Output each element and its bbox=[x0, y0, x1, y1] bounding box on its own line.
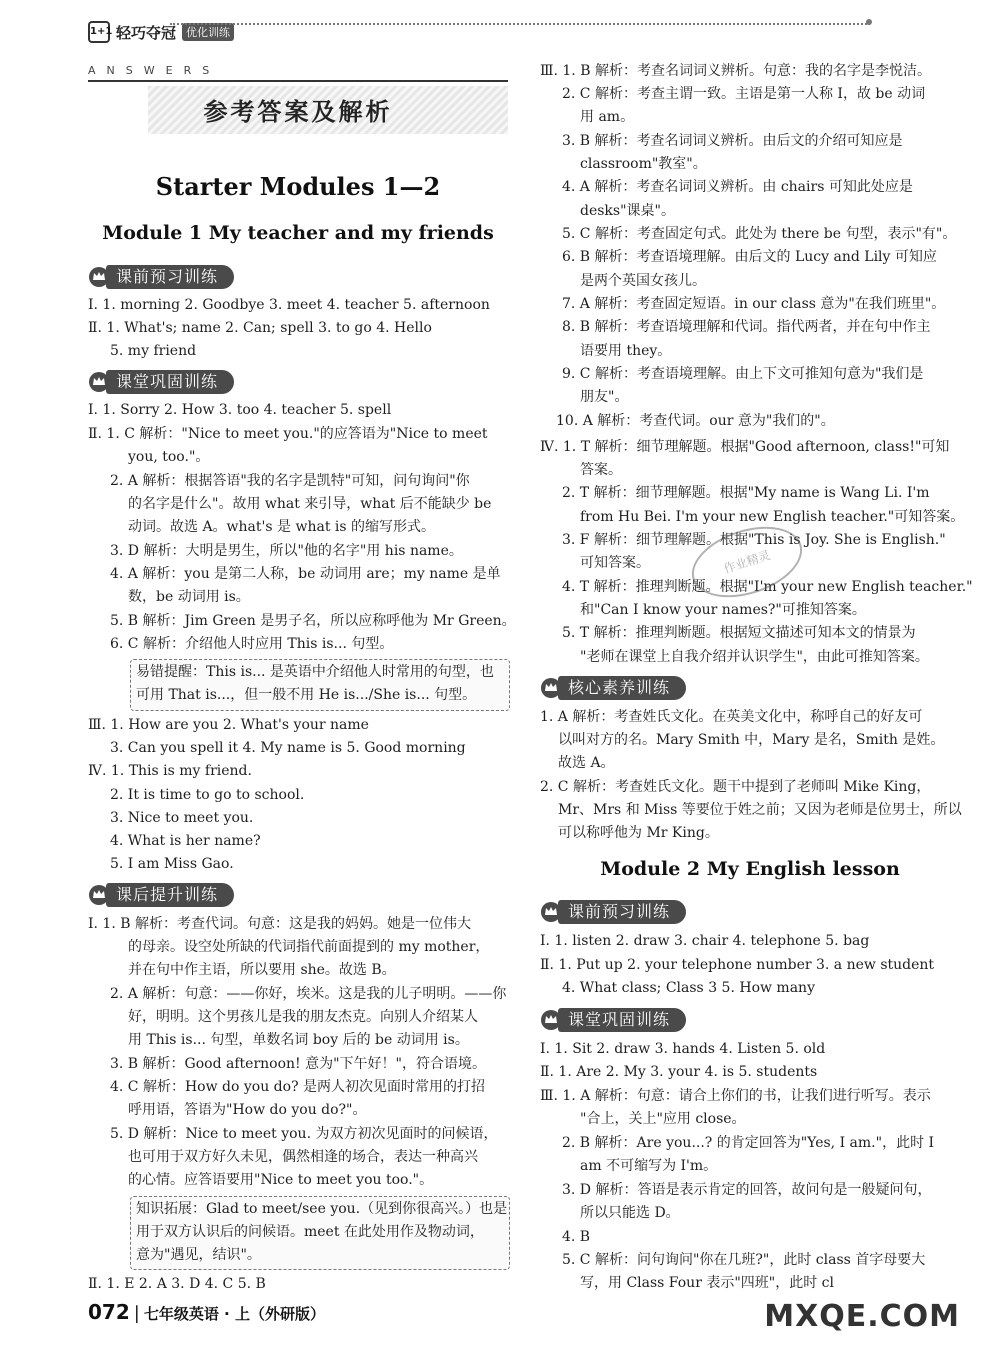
answer-line: 答案。 bbox=[580, 462, 622, 478]
answer-line: 5. I am Miss Gao. bbox=[110, 856, 234, 872]
answer-line: Ⅲ. 1. How are you 2. What's your name bbox=[88, 717, 369, 733]
module-title: Module 2 My English lesson bbox=[600, 858, 900, 880]
answers-label: ANSWERS bbox=[88, 64, 221, 77]
answer-line: 所以只能选 D。 bbox=[580, 1205, 680, 1221]
answer-line: 和"Can I know your names?"可推知答案。 bbox=[580, 602, 866, 618]
answer-line: 2. A 解析：根据答语"我的名字是凯特"可知，问句询问"你 bbox=[110, 473, 470, 489]
answer-line: Ⅱ. 1. C 解析："Nice to meet you."的应答语为"Nice to meet bbox=[88, 426, 488, 442]
answer-line: 2. T 解析：细节理解题。根据"My name is Wang Li. I'm bbox=[562, 485, 930, 501]
answer-line: 8. B 解析：考查语境理解和代词。指代两者，并在句中作主 bbox=[562, 319, 931, 335]
footer-separator: | bbox=[133, 1303, 140, 1324]
answer-line: Ⅰ. 1. Sit 2. draw 3. hands 4. Listen 5. old bbox=[540, 1041, 826, 1057]
answer-line: desks"课桌"。 bbox=[580, 203, 675, 219]
watermark-stamp: 作业精灵 bbox=[683, 514, 811, 610]
answer-line: 5. T 解析：推理判断题。根据短文描述可知本文的情景为 bbox=[562, 625, 916, 641]
answer-line: 的母亲。设空处所缺的代词指代前面提到的 my mother， bbox=[128, 939, 490, 955]
answer-line: you, too."。 bbox=[128, 449, 210, 465]
answer-line: Ⅲ. 1. A 解析：句意：请合上你们的书，让我们进行听写。表示 bbox=[540, 1088, 931, 1104]
answer-line: Ⅱ. 1. E 2. A 3. D 4. C 5. B bbox=[88, 1276, 266, 1292]
unit-title: Starter Modules 1—2 bbox=[155, 172, 441, 201]
answers-rule bbox=[88, 80, 508, 82]
answer-line: 5. B 解析：Jim Green 是男子名，所以应称呼他为 Mr Green。 bbox=[110, 613, 516, 629]
answer-line: 2. B 解析：Are you...? 的肯定回答为"Yes, I am."，此时 I bbox=[562, 1135, 935, 1151]
answer-line: 4. What is her name? bbox=[110, 833, 261, 849]
answer-line: "老师在课堂上自我介绍并认识学生"，由此可推知答案。 bbox=[580, 649, 929, 665]
answer-line: 9. C 解析：考查语境理解。由上下文可推知句意为"我们是 bbox=[562, 366, 924, 382]
answer-line: Ⅰ. 1. Sorry 2. How 3. too 4. teacher 5. spell bbox=[88, 402, 392, 418]
page-title: 参考答案及解析 bbox=[203, 98, 393, 126]
answer-line: "合上，关上"应用 close。 bbox=[580, 1111, 746, 1127]
answer-line: 4. B bbox=[562, 1229, 591, 1245]
answer-line: 用 This is... 句型，单数名词 boy 后的 be 动词用 is。 bbox=[128, 1032, 469, 1048]
answer-line: 4. A 解析：you 是第二人称，be 动词用 are；my name 是单 bbox=[110, 566, 501, 582]
answer-line: 2. C 解析：考查主谓一致。主语是第一人称 I，故 be 动词 bbox=[562, 86, 926, 102]
answer-line: 2. C 解析：考查姓氏文化。题干中提到了老师叫 Mike King， bbox=[540, 779, 931, 795]
tip-line: 易错提醒：This is... 是英语中介绍他人时常用的句型，也 bbox=[136, 664, 494, 680]
answer-line: 可知答案。 bbox=[580, 555, 650, 571]
answer-line: 写，用 Class Four 表示"四班"，此时 cl bbox=[580, 1275, 834, 1291]
answer-line: 4. C 解析：How do you do? 是两人初次见面时常用的打招 bbox=[110, 1079, 486, 1095]
tip-line: 意为"遇见，结识"。 bbox=[136, 1247, 261, 1263]
watermark-site: MXQE.COM bbox=[764, 1299, 960, 1334]
answer-line: 1. A 解析：考查姓氏文化。在英美文化中，称呼自己的好友可 bbox=[540, 709, 923, 725]
answer-line: 4. T 解析：推理判断题。根据"I'm your new English teacher." bbox=[562, 579, 973, 595]
answer-line: 4. A 解析：考查名词词义辨析。由 chairs 可知此处应是 bbox=[562, 179, 913, 195]
answer-line: 动词。故选 A。what's 是 what is 的缩写形式。 bbox=[128, 519, 436, 535]
answer-line: Ⅲ. 1. B 解析：考查名词词义辨析。句意：我的名字是李悦洁。 bbox=[540, 63, 931, 79]
module-title: Module 1 My teacher and my friends bbox=[102, 222, 494, 244]
section-label: 课后提升训练 bbox=[106, 883, 234, 907]
answer-line: 可以称呼他为 Mr King。 bbox=[558, 825, 719, 841]
answer-line: 的心情。应答语要用"Nice to meet you too."。 bbox=[128, 1172, 434, 1188]
answer-line: 5. C 解析：问句询问"你在几班?"，此时 class 首字母要大 bbox=[562, 1252, 926, 1268]
section-label: 课前预习训练 bbox=[558, 900, 686, 924]
answer-line: Ⅳ. 1. This is my friend. bbox=[88, 763, 252, 779]
answer-line: Ⅳ. 1. T 解析：细节理解题。根据"Good afternoon, class!"可知 bbox=[540, 439, 950, 455]
answer-line: 朋友"。 bbox=[580, 389, 629, 405]
answer-line: 故选 A。 bbox=[558, 755, 615, 771]
tip-line: 用于双方认识后的问候语。meet 在此处用作及物动词， bbox=[136, 1224, 484, 1240]
answer-line: 5. C 解析：考查固定句式。此处为 there be 句型，表示"有"。 bbox=[562, 226, 957, 242]
section-label: 核心素养训练 bbox=[558, 676, 686, 700]
answer-line: 3. B 解析：考查名词词义辨析。由后文的介绍可知应是 bbox=[562, 133, 903, 149]
page-footer bbox=[88, 1300, 325, 1326]
section-label: 课堂巩固训练 bbox=[558, 1008, 686, 1032]
tip-line: 可用 That is...，但一般不用 He is.../She is... 句型。 bbox=[136, 687, 477, 703]
page-number: 072 bbox=[88, 1300, 130, 1324]
answer-line: Ⅰ. 1. morning 2. Goodbye 3. meet 4. teacher 5. afternoon bbox=[88, 297, 490, 313]
book-title: 七年级英语 · 上（外研版） bbox=[143, 1305, 325, 1323]
answer-line: Ⅰ. 1. listen 2. draw 3. chair 4. telephone 5. bag bbox=[540, 933, 870, 949]
brand-logo: 1+1 bbox=[88, 21, 110, 43]
answer-line: 3. Can you spell it 4. My name is 5. Good morning bbox=[110, 740, 466, 756]
section-label: 课前预习训练 bbox=[106, 265, 234, 289]
answer-line: 也可用于双方好久未见，偶然相逢的场合，表达一种高兴 bbox=[128, 1149, 478, 1165]
answer-line: 7. A 解析：考查固定短语。in our class 意为"在我们班里"。 bbox=[562, 296, 946, 312]
answer-line: classroom"教室"。 bbox=[580, 156, 707, 172]
answer-line: 3. B 解析：Good afternoon! 意为"下午好！"，符合语境。 bbox=[110, 1056, 486, 1072]
answer-line: from Hu Bei. I'm your new English teacher."可知答案。 bbox=[580, 509, 965, 525]
answer-line: 好，明明。这个男孩儿是我的朋友杰克。向别人介绍某人 bbox=[128, 1009, 478, 1025]
answer-line: 5. my friend bbox=[110, 343, 197, 359]
answer-line: Ⅱ. 1. Put up 2. your telephone number 3. a new student bbox=[540, 957, 935, 973]
answer-line: 5. D 解析：Nice to meet you. 为双方初次见面时的问候语， bbox=[110, 1126, 498, 1142]
answer-line: 3. F 解析：细节理解题。根据"This is Joy. She is English." bbox=[562, 532, 946, 548]
answer-line: 6. C 解析：介绍他人时应用 This is... 句型。 bbox=[110, 636, 394, 652]
answer-line: Mr、Mrs 和 Miss 等要位于姓之前；又因为老师是位男士，所以 bbox=[558, 802, 962, 818]
answer-line: 3. D 解析：大明是男生，所以"他的名字"用 his name。 bbox=[110, 543, 463, 559]
answer-line: 并在句中作主语，所以要用 she。故选 B。 bbox=[128, 962, 396, 978]
header-divider bbox=[170, 23, 870, 25]
answer-line: Ⅱ. 1. Are 2. My 3. your 4. is 5. students bbox=[540, 1064, 818, 1080]
answer-line: 6. B 解析：考查语境理解。由后文的 Lucy and Lily 可知应 bbox=[562, 249, 937, 265]
answer-line: Ⅱ. 1. What's; name 2. Can; spell 3. to go 4. Hello bbox=[88, 320, 432, 336]
answer-line: 的名字是什么"。故用 what 来引导，what 后不能缺少 be bbox=[128, 496, 492, 512]
answer-line: 数，be 动词用 is。 bbox=[128, 589, 250, 605]
answer-line: 10. A 解析：考查代词。our 意为"我们的"。 bbox=[556, 413, 835, 429]
header-dot bbox=[866, 19, 872, 25]
brand-name: 轻巧夺冠 bbox=[116, 23, 177, 42]
tip-line: 知识拓展：Glad to meet/see you.（见到你很高兴。）也是 bbox=[136, 1201, 508, 1217]
answer-line: 用 am。 bbox=[580, 109, 635, 125]
section-label: 课堂巩固训练 bbox=[106, 370, 234, 394]
answer-line: am 不可缩写为 I'm。 bbox=[580, 1158, 718, 1174]
answer-line: 是两个英国女孩儿。 bbox=[580, 273, 706, 289]
answer-line: 语要用 they。 bbox=[580, 343, 672, 359]
answer-line: 2. A 解析：句意：——你好，埃米。这是我的儿子明明。——你 bbox=[110, 986, 507, 1002]
answer-line: 4. What class; Class 3 5. How many bbox=[562, 980, 815, 996]
answer-line: 以叫对方的名。Mary Smith 中，Mary 是名，Smith 是姓。 bbox=[558, 732, 945, 748]
brand-subtitle: 优化训练 bbox=[182, 23, 234, 41]
answer-line: 3. Nice to meet you. bbox=[110, 810, 254, 826]
answer-line: 2. It is time to go to school. bbox=[110, 787, 305, 803]
answer-line: Ⅰ. 1. B 解析：考查代词。句意：这是我的妈妈。她是一位伟大 bbox=[88, 916, 471, 932]
answer-line: 呼用语，答语为"How do you do?"。 bbox=[128, 1102, 367, 1118]
answer-line: 3. D 解析：答语是表示肯定的回答，故问句是一般疑问句， bbox=[562, 1182, 932, 1198]
